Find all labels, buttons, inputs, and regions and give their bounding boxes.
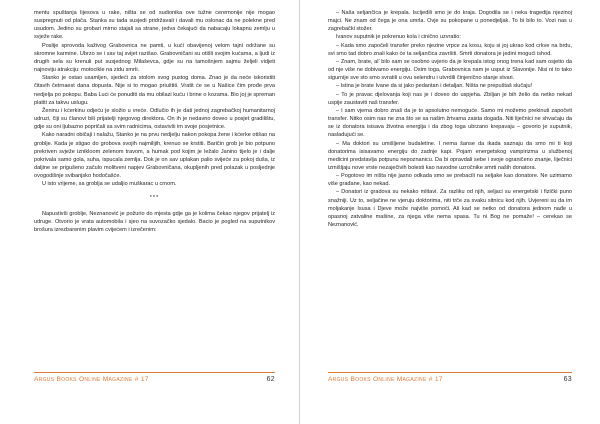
right-page-text: [328, 9, 572, 229]
paragraph: – Pogotovo im ništa nije jasno odkada smo se prebacili na seljake kao donatore. Ne uzimamo više građane, kao nekad.: [328, 173, 572, 188]
magazine-title: Argus Books Online Magazine # 17: [34, 376, 149, 383]
paragraph: – Donatori iz gradova su nekako mlitavi. Za razliku od njih, seljaci su energetski i fizički puno snažniji. Uz to, seljačine ne vjeruju doktorima, niti trče za svaku sitnicu kod njih. Uvjereni su da im moljakanje Isusa i Djeve može najviše pomoći. Ali kad se netko od donatora jednom nađe u opasnoj zatvaline mašine, za njega više nema spasa. Tu ni Bog ne pomaže! – cerekao se Neznanović.: [328, 189, 572, 229]
paragraph: Stanko je ostao usamljen, sjedeći za stolom svog pustog doma. Znao je da neće iskoristiti čitavih četrnaest dana dopusta. Nije si to mogao priuštiti. Vratit će se u Našice čim prođe prva nedjelja po pokopu. Baba Luci će ponuditi da mu obilazi kuću i brine o kozama. Bio joj je spreman platiti za takvu uslugu.: [34, 75, 275, 106]
paragraph: – Znam, brate, al’ bilo sam se osobno uvjerio da je krepala istog onog trena kad sam osjetio da od nje više ne dobivamo energiju. Osim toga, Grabovnica nam je usput iz Slavonije. Nisi ni to tako sigurnije sve sto smo svratili u ovu selendru i utvrdili činjenično stanje stvari.: [328, 58, 572, 82]
paragraph: – I sam vjerna dobro znaš da je to apsolutno nemoguće. Samo mi možemo prekinuti započeti transfer. Nitko osim nas ne zna što se sa našim žrtvama zaista događa. Niti liječnici ne shvaćaju da se iz donatora isisava životna energija i da zbog toga ubrzano krepavaju – govorio je suputnik, nasladujući se.: [328, 107, 572, 139]
paragraph: Ženinu i kćerkinu odjeću je složio u vreće. Odlučio ih je dati jednoj zagrebačkoj humanitarnoj udruzi, čiji su članovi bili prijatelji njegovog direktora. On ih je nedavno doveo u posjet gradilištu, gdje su oni ljubazno popričali sa svim radnicima, ostavivši im svoje posjetnice.: [34, 107, 275, 131]
paragraph: – Ma doktori su umišljene budaletine. I nema šanse da ikada saznaju da smo mi ti koji donatorima isisavamo energiju do zadnje kapi. Pojam energetskog vampirizma u službenoj medicini predstavlja potpunu nepoznanicu. Da bi opravdali sebe i svoje ograničeno znanje, liječnici izmišljaju nove vrste nezaječivih bolesti kao navodne uzročnike smrti naših donatora.: [328, 140, 572, 171]
paragraph: mentu spuštanja lijesova u rake, ništa se od sudionika ove tužne ceremonije nije mogao suspregnuti od plača. Stanka su tada susjedi pridržavali i davali mu oslonac da ne polekne pred usudom. Jedino su grobari mirno stajali sa strane, jedva čekajući da nabacaju lokapnu zemlju u svježe rake.: [34, 10, 275, 41]
paragraph: – Kada smo započeli transfer preko njezine vrpce za kosu, koju si joj ukrao kod crkve na brdu, svi smo tad dobro znali kako će ta seljančica završiti. Smrti donatora je jedini mogući ishod.: [328, 42, 572, 57]
page-number: 63: [563, 376, 572, 383]
paragraph: – Naša seljančica je krepala. Iscijedili smo je do kraja. Dogodila se i neka tragedija njezinoj majci. Ne znam od čega je ona umrla. Ovje su pokopane u ponedjeljak. To bi bilo to. Vozi nas u zagrebački stožer.: [328, 10, 572, 33]
left-page-text: [34, 9, 275, 234]
right-page: [300, 0, 600, 424]
paragraph: – To je pravac djelovanja koji nas je i doveo do uspjeha. Zbiljan je bih želio da netko nekad uspije zaustaviti naš transfer.: [328, 91, 572, 106]
paragraph: Kako naradni običaji i nalažu, Stanko je na prvu nedjelju nakon pokopa žene i kćerke otišao na groblje. Kada je stigao do grobova svojih najmilijih, krenuo se krstiti. Baričin grob je bio potpuno prekriven svježe iznikloom zelenom travom, a humak pod kojim je ležalo Janino tijelo je i dalje pokrivala samo gola, suha, ispucala zemlja. Dok je on sav uplakan palio svijeće za pokoj duša, iz daljine se prigušeno začulo molitveni napjev Grabovničana, okupljenih pred polazak u posljednje ovogodišnje svibanjsko hodočašće.: [34, 132, 275, 180]
page-footer: [34, 372, 275, 383]
section-divider: ***: [149, 195, 160, 202]
page-footer: [328, 372, 572, 383]
page-number: 62: [266, 376, 275, 383]
paragraph: U isto vrijeme, sa groblja se udaljio muškarac u crnom.: [42, 181, 177, 188]
paragraph: Poslije sprovoda kaživog Grabovnica ne pamti, u kući obavijenoj velom tajni održane su skromne karmine. Ubrzo se i sav taj svijet razišao. Grabovničani su otišli svojim kućama, a ljudi iz drugih sela su krenuli put susjednog Milaševca, gdje su na tamošnjem sajmu željeli vidjeti najnoviju atrakciju: motocikle na zidu smrti.: [34, 42, 275, 74]
paragraph: – Istina je brate Ivane da si jako pedantan i detaljan. Ništa ne prepuštaš slučaju!: [336, 83, 533, 90]
magazine-title: Argus Books Online Magazine # 17: [328, 376, 443, 383]
paragraph: Napustivši groblje, Neznanović je požurio do mjesta gdje ga je kolima čekao njegov prijatelj iz udruge. Otvorio je vrata automobila i sjeo na suvozačko sjedalo. Bacio je pogled na suputnikov brošura izrezbarenim plavim cvijećem i izrečenim:: [34, 210, 275, 233]
paragraph: Ivanov suputnik je pokrenuo kola i cinično uzvratio:: [336, 34, 461, 41]
